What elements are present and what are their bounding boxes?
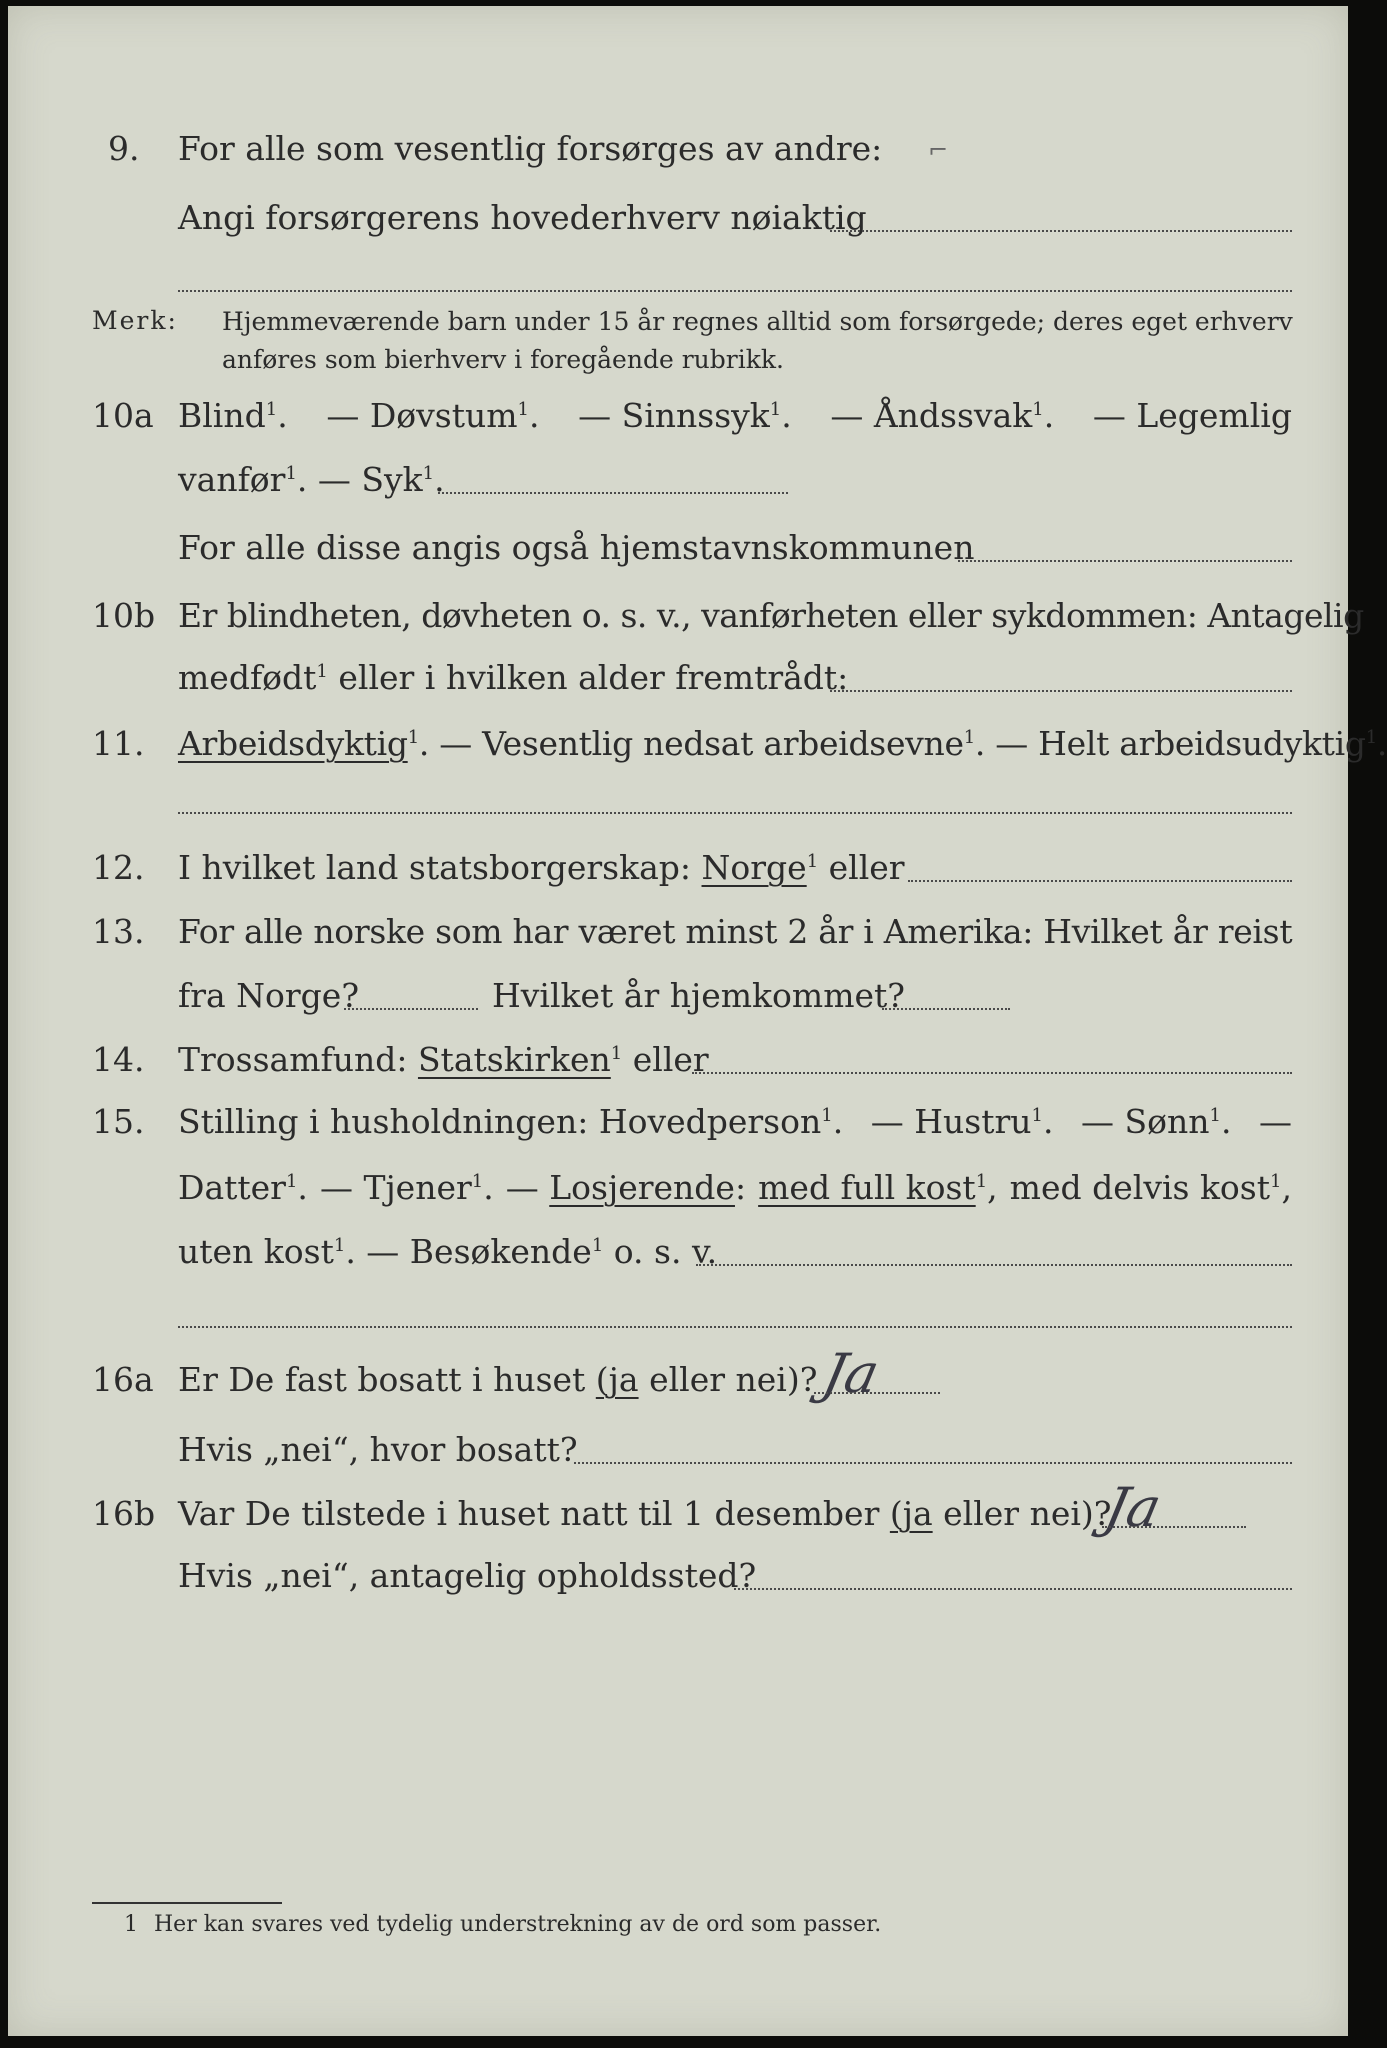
- q11-number: 11.: [92, 724, 145, 763]
- q16a-line1: [178, 1360, 817, 1400]
- q16a-answer-line: [814, 1392, 940, 1394]
- q13-line1: For alle norske som har været minst 2 år i Amerika: Hvilket år reist: [178, 912, 1293, 951]
- merk-line2: anføres som bierhverv i foregående rubrikk.: [222, 345, 784, 374]
- q16b-line2: Hvis „nei“, antagelig opholdssted?: [178, 1556, 757, 1595]
- q15-sonn: — Sønn: [1081, 1102, 1210, 1141]
- q13-number: 13.: [92, 912, 145, 951]
- q10a-andssvak: — Åndssvak: [830, 396, 1033, 435]
- q14-text: Trossamfund:: [178, 1040, 408, 1079]
- q15-med-full-kost: med full kost: [758, 1168, 976, 1207]
- q10b-line1: Er blindheten, døvheten o. s. v., vanførheten eller sykdommen: Antagelig: [178, 596, 1364, 635]
- q9-answer-line: [830, 230, 1292, 232]
- q15-losjerende: Losjerende: [549, 1168, 735, 1207]
- q16a-handwritten-answer: Ja: [817, 1342, 885, 1405]
- footnote-text: Her kan svares ved tydelig understrekning av de ord som passer.: [154, 1912, 882, 1937]
- q10a-number: 10a: [92, 396, 154, 435]
- q13-fra: fra Norge?: [178, 976, 360, 1015]
- merk-label: Merk:: [92, 306, 178, 335]
- q12-number: 12.: [92, 848, 145, 887]
- q16b-question: Var De tilstede i huset natt til 1 desember: [178, 1494, 880, 1533]
- q15-dash: —: [1258, 1102, 1292, 1141]
- q15-line2: Datter$^1$. — Tjener$^1$. — Losjerende: med full kost$^1$, med delvis kost$^1$,: [178, 1168, 1292, 1207]
- q14-statskirken: Statskirken: [417, 1040, 611, 1079]
- q14-answer-line: [692, 1072, 1292, 1074]
- q9-line2: Angi forsørgerens hovederhverv nøiaktig: [178, 198, 867, 237]
- q9-line1: For alle som vesentlig forsørges av andre:: [178, 129, 883, 168]
- q10a-vanfor: vanfør: [178, 460, 286, 499]
- q15-answer-line-2: [178, 1326, 1292, 1328]
- q15-datter: Datter: [178, 1168, 286, 1207]
- q15-hustru: — Hustru: [870, 1102, 1032, 1141]
- q16b-line1: [178, 1494, 1111, 1534]
- q10a-kommune-line: [958, 560, 1292, 562]
- q10b-number: 10b: [92, 596, 156, 635]
- q16a-question: Er De fast bosatt i huset: [178, 1360, 586, 1399]
- q12-answer-line: [908, 880, 1292, 882]
- q16b-question-end: eller nei)?: [943, 1494, 1112, 1533]
- q14-line: Trossamfund: Statskirken$^1$ eller: [178, 1040, 709, 1079]
- q10b-medfodt: medfødt: [178, 658, 317, 697]
- q10a-dovstum: — Døvstum: [326, 396, 518, 435]
- q11-answer-line: [178, 812, 1292, 814]
- q16a-question-end: eller nei)?: [649, 1360, 818, 1399]
- q14-eller: eller: [632, 1040, 709, 1079]
- footnote-rule: [92, 1902, 282, 1904]
- q16b-opholdssted-line: [734, 1588, 1292, 1590]
- q12-text: I hvilket land statsborgerskap:: [178, 848, 692, 887]
- q15-answer-line: [696, 1264, 1292, 1266]
- q10a-line2: vanfør$^1$. — Syk$^1$.: [178, 460, 445, 499]
- q10b-rest: eller i hvilken alder fremtrådt:: [338, 658, 849, 697]
- q15-besokende: — Besøkende: [366, 1232, 592, 1271]
- q12-line: I hvilket land statsborgerskap: Norge$^1$ eller: [178, 848, 905, 887]
- q15-line3: uten kost$^1$. — Besøkende$^1$ o. s. v.: [178, 1232, 718, 1271]
- q10a-line1: Blind$^1$. — Døvstum$^1$. — Sinnssyk$^1$. — Åndssvak$^1$. — Legemlig: [178, 396, 1292, 435]
- q15-number: 15.: [92, 1102, 145, 1141]
- q15-osv: o. s. v.: [613, 1232, 718, 1271]
- q15-line1: Stilling i husholdningen: Hovedperson$^1$. — Hustru$^1$. — Sønn$^1$. —: [178, 1102, 1292, 1141]
- q10a-syk: — Syk: [317, 460, 423, 499]
- q14-number: 14.: [92, 1040, 145, 1079]
- q11-helt: — Helt arbeidsudyktig: [995, 724, 1366, 763]
- q16a-number: 16a: [92, 1360, 154, 1399]
- merk-line1: Hjemmeværende barn under 15 år regnes alltid som forsørgede; deres eget erhverv: [222, 307, 1293, 336]
- pencil-mark: ⌐: [928, 136, 949, 164]
- q12-eller: eller: [828, 848, 905, 887]
- q9-number: 9.: [108, 129, 140, 168]
- q16a-bosatt-line: [574, 1462, 1292, 1464]
- footnote-mark: 1: [124, 1912, 138, 1937]
- q13-hjem: Hvilket år hjemkommet?: [492, 976, 905, 1015]
- q10a-line3: For alle disse angis også hjemstavnskommunen: [178, 528, 975, 567]
- q10a-legemlig: — Legemlig: [1092, 396, 1292, 435]
- q10b-line2: medfødt$^1$ eller i hvilken alder fremtrådt:: [178, 658, 849, 697]
- q15-med-delvis-kost: med delvis kost: [1009, 1168, 1270, 1207]
- q16a-ja-option: (ja: [595, 1360, 639, 1399]
- q11-arbeidsdyktig: Arbeidsdyktig: [178, 724, 408, 763]
- q10b-answer-line: [830, 690, 1292, 692]
- q10a-syk-line: [438, 492, 788, 494]
- q10a-sinnssyk: — Sinnssyk: [578, 396, 770, 435]
- q16a-line2: Hvis „nei“, hvor bosatt?: [178, 1430, 578, 1469]
- q13-hjem-line: [882, 1008, 1010, 1010]
- q10a-blind: Blind: [178, 396, 266, 435]
- q11-vesentlig: — Vesentlig nedsat arbeidsevne: [439, 724, 964, 763]
- q9-answer-line-2: [178, 290, 1292, 292]
- q16b-number: 16b: [92, 1494, 156, 1533]
- q15-uten-kost: uten kost: [178, 1232, 334, 1271]
- q11-line: Arbeidsdyktig$^1$. — Vesentlig nedsat arbeidsevne$^1$. — Helt arbeidsudyktig$^1$.: [178, 724, 1387, 763]
- q16b-handwritten-answer: Ja: [1099, 1476, 1167, 1539]
- q16b-ja-option: (ja: [889, 1494, 933, 1533]
- q15-tjener: — Tjener: [319, 1168, 472, 1207]
- q12-norge: Norge: [701, 848, 807, 887]
- q13-fra-line: [344, 1008, 478, 1010]
- census-form-page: [8, 6, 1387, 2036]
- q15-hovedperson: Stilling i husholdningen: Hovedperson: [178, 1102, 822, 1141]
- q16b-answer-line: [1102, 1526, 1246, 1528]
